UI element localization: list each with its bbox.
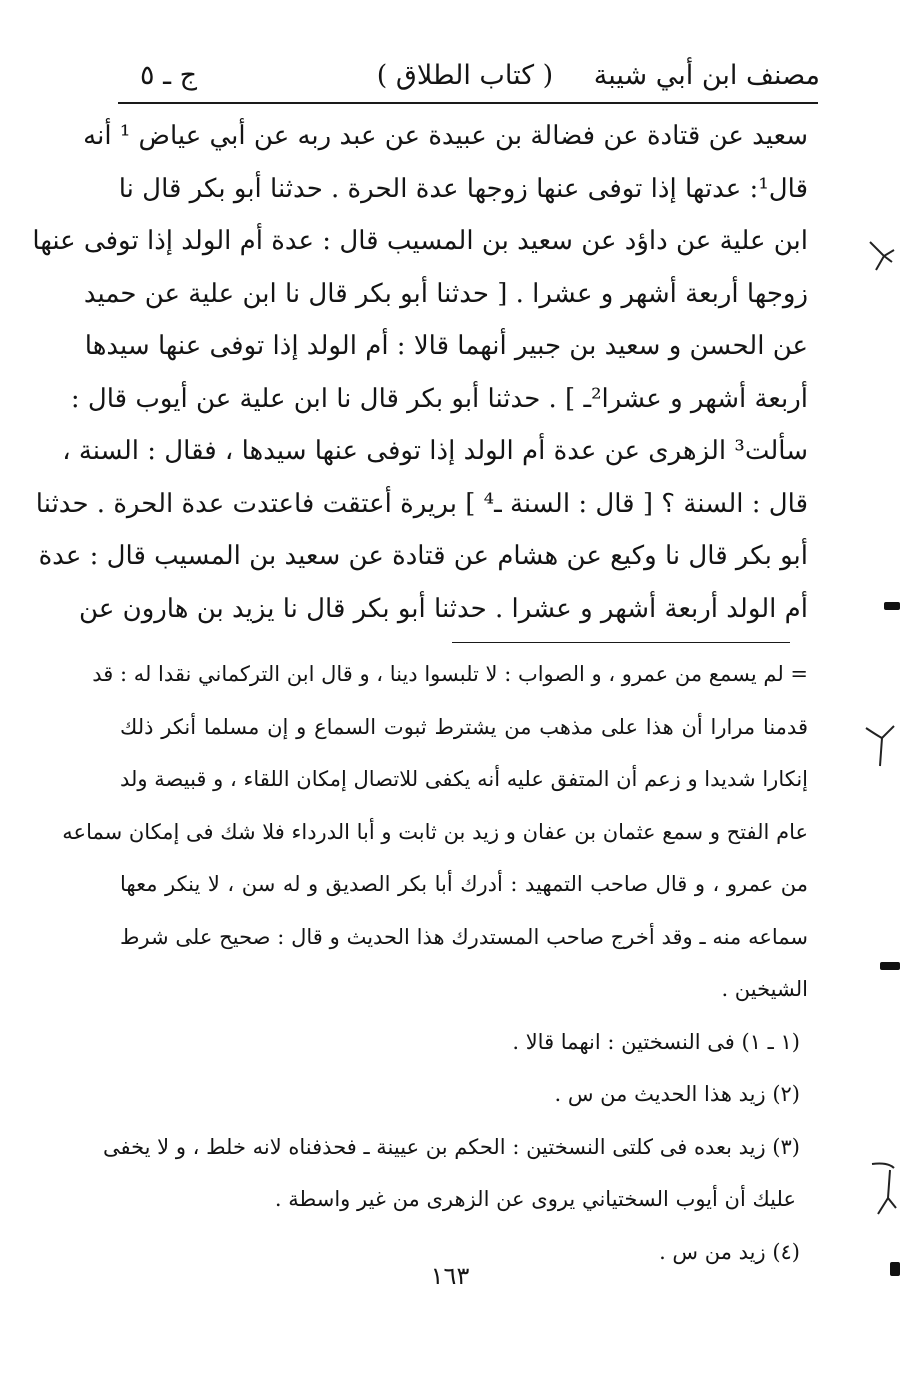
footnote-3: (٣) زيد بعده فى كلتى النسختين : الحكم بن عيينة ـ فحذفناه لانه خلط ، و لا يخفى <box>102 1134 800 1159</box>
text-line: أم الولد أربعة أشهر و عشرا . حدثنا أبو بكر قال نا يزيد بن هارون عن <box>79 593 808 624</box>
page-number: ١٦٣ <box>430 1262 470 1290</box>
text-line: سعيد عن قتادة عن فضالة بن عبيدة عن عبد ربه عن أبي عياض ¹ أنه <box>83 121 808 151</box>
running-header <box>110 52 820 100</box>
footnotes <box>62 648 808 1278</box>
chapter-title: ( كتاب الطلاق ) <box>376 60 554 91</box>
margin-mark <box>890 1262 900 1276</box>
footnote-line: من عمرو ، و قال صاحب التمهيد : أدرك أبا بكر الصديق و له سن ، لا ينكر معها <box>120 872 808 896</box>
text-line: أربعة أشهر و عشرا²ـ ] . حدثنا أبو بكر قال نا ابن علية عن أيوب قال : <box>70 383 808 414</box>
footnote-line: إنكارا شديدا و زعم أن المتفق عليه أنه يكفى للاتصال إمكان اللقاء ، و قبيصة ولد <box>120 767 808 791</box>
footnote-line: = لم يسمع من عمرو ، و الصواب : لا تلبسوا دينا ، و قال ابن التركماني نقدا له : قد <box>92 662 808 686</box>
footnote-line: قدمنا مرارا أن هذا على مذهب من يشترط ثبوت السماع و إن مسلما أنكر ذلك <box>120 714 808 739</box>
header-rule <box>118 102 818 104</box>
text-line: قال¹: عدتها إذا توفى عنها زوجها عدة الحرة . حدثنا أبو بكر قال نا <box>118 173 808 204</box>
margin-mark <box>880 962 900 970</box>
book-title: مصنف ابن أبي شيبة <box>593 60 820 91</box>
margin-mark <box>884 602 900 610</box>
footnote-4: (٤) زيد من س . <box>659 1239 800 1264</box>
volume-number: ج ـ ٥ <box>140 60 198 91</box>
footnote-1: (١ ـ ١) فى النسختين : انهما قالا . <box>512 1029 800 1054</box>
footnote-3-continued: عليك أن أيوب السختياني يروى عن الزهرى من غير واسطة . <box>274 1187 796 1211</box>
footnote-2: (٢) زيد هذا الحديث من س . <box>554 1082 800 1106</box>
margin-mark <box>870 1158 900 1222</box>
margin-mark <box>866 236 898 276</box>
text-line: أبو بكر قال نا وكيع عن هشام عن قتادة عن سعيد بن المسيب قال : عدة <box>38 541 808 571</box>
margin-mark <box>864 720 898 770</box>
footnote-line: الشيخين . <box>721 977 808 1001</box>
text-line: عن الحسن و سعيد بن جبير أنهما قالا : أم الولد إذا توفى عنها سيدها <box>84 331 808 361</box>
footnote-line: عام الفتح و سمع عثمان بن عفان و زيد بن ثابت و أبا الدرداء فلا شك فى إمكان سماعه <box>62 819 808 844</box>
footnote-line: سماعه منه ـ وقد أخرج صاحب المستدرك هذا الحديث و قال : صحيح على شرط <box>120 924 808 949</box>
text-line: زوجها أربعة أشهر و عشرا . [ حدثنا أبو بكر قال نا ابن علية عن حميد <box>83 278 808 309</box>
main-text <box>32 110 808 635</box>
text-line: قال : السنة ؟ [ قال : السنة ـ⁴ ] بريرة أعتقت فاعتدت عدة الحرة . حدثنا <box>35 488 808 519</box>
text-line: ابن علية عن داؤد عن سعيد بن المسيب قال : عدة أم الولد إذا توفى عنها <box>32 226 808 256</box>
footnote-rule <box>452 642 790 643</box>
text-line: سألت³ الزهرى عن عدة أم الولد إذا توفى عنها سيدها ، فقال : السنة ، <box>62 436 808 466</box>
